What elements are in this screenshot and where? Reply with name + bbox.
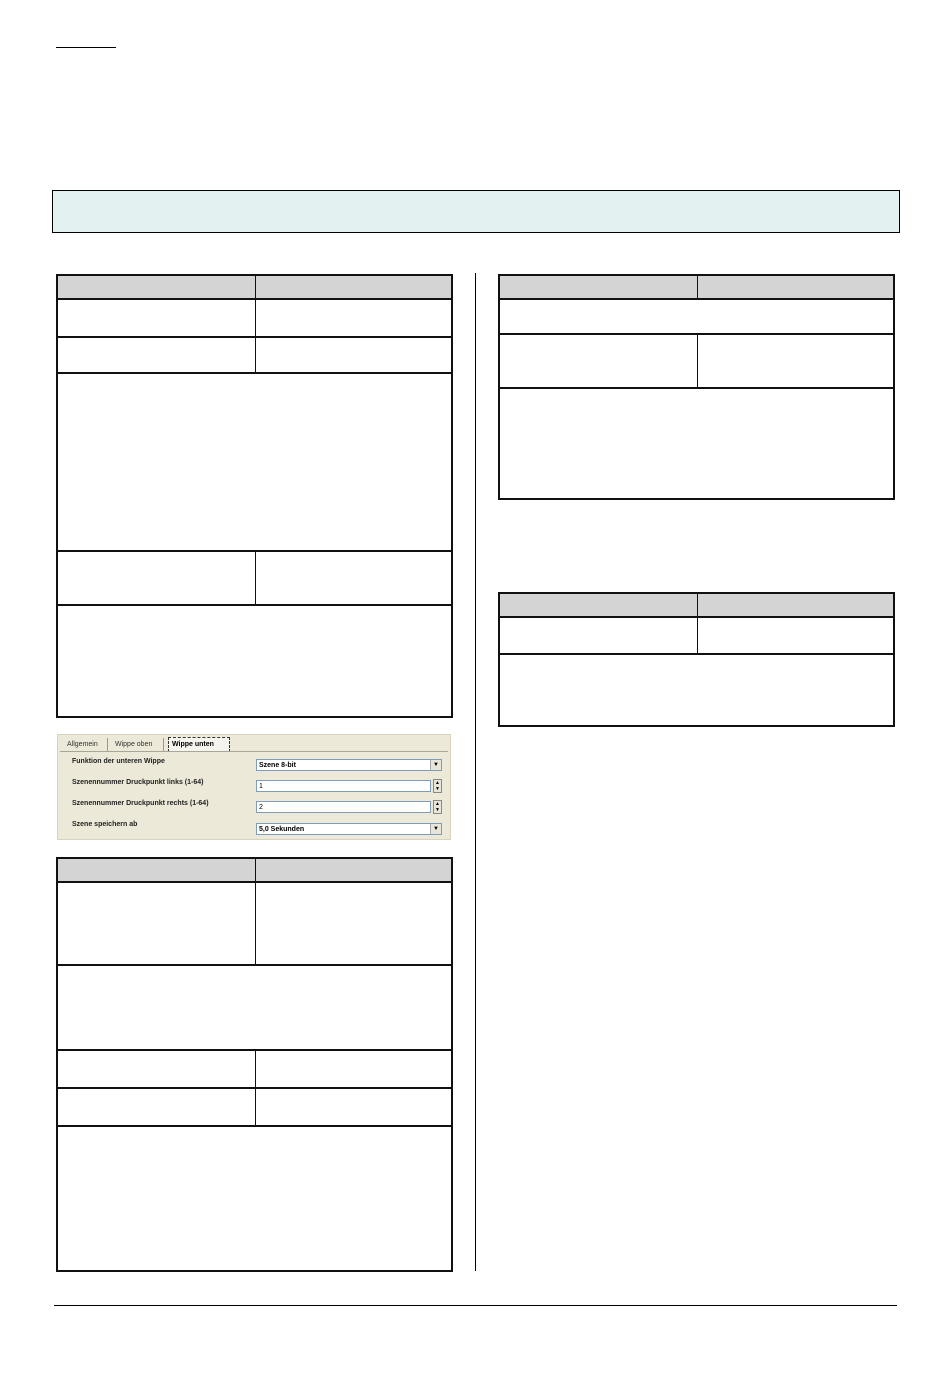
table-description bbox=[58, 966, 451, 1051]
param-label: Funktion der unteren Wippe bbox=[72, 758, 165, 765]
table-row bbox=[58, 552, 451, 606]
save-delay-select-value: 5,0 Sekunden bbox=[259, 826, 305, 833]
param-label: Szenennummer Druckpunkt rechts (1-64) bbox=[72, 800, 209, 807]
table-header bbox=[58, 276, 451, 300]
table-row bbox=[500, 335, 893, 389]
table-description bbox=[500, 655, 893, 725]
chevron-down-icon[interactable]: ▼ bbox=[430, 760, 441, 770]
scene-left-input[interactable]: 1 bbox=[256, 780, 431, 792]
table-row bbox=[58, 1089, 451, 1127]
header-rule bbox=[56, 47, 116, 48]
object-table-2 bbox=[56, 857, 453, 1272]
object-table-3 bbox=[498, 274, 895, 500]
tab-baseline bbox=[60, 751, 448, 752]
object-table-4 bbox=[498, 592, 895, 727]
table-header bbox=[58, 859, 451, 883]
table-row bbox=[58, 300, 451, 338]
table-row bbox=[58, 338, 451, 374]
object-table-1 bbox=[56, 274, 453, 718]
function-select[interactable] bbox=[256, 759, 442, 771]
spinner-arrows-icon[interactable]: ▲ ▼ bbox=[433, 779, 442, 793]
table-description bbox=[58, 374, 451, 552]
table-description bbox=[58, 1127, 451, 1270]
chevron-down-icon[interactable]: ▼ bbox=[430, 824, 441, 834]
table-row bbox=[58, 883, 451, 966]
table-header bbox=[500, 594, 893, 618]
tab-allgemein[interactable]: Allgemein bbox=[64, 738, 108, 751]
param-label: Szene speichern ab bbox=[72, 821, 138, 828]
table-header bbox=[500, 276, 893, 300]
table-row bbox=[500, 300, 893, 335]
save-delay-select[interactable] bbox=[256, 823, 442, 835]
table-description bbox=[500, 389, 893, 498]
section-banner bbox=[52, 190, 900, 233]
tab-wippe-oben[interactable]: Wippe oben bbox=[112, 738, 164, 751]
param-label: Szenennummer Druckpunkt links (1-64) bbox=[72, 779, 204, 786]
table-row bbox=[500, 618, 893, 655]
column-divider bbox=[475, 273, 476, 1271]
footer-rule bbox=[54, 1305, 897, 1306]
tab-wippe-unten[interactable]: Wippe unten bbox=[168, 737, 230, 752]
scene-right-input[interactable]: 2 bbox=[256, 801, 431, 813]
function-select-value: Szene 8-bit bbox=[259, 762, 296, 769]
table-description bbox=[58, 606, 451, 716]
parameter-dialog bbox=[57, 734, 451, 840]
table-row bbox=[58, 1051, 451, 1089]
spinner-arrows-icon[interactable]: ▲ ▼ bbox=[433, 800, 442, 814]
